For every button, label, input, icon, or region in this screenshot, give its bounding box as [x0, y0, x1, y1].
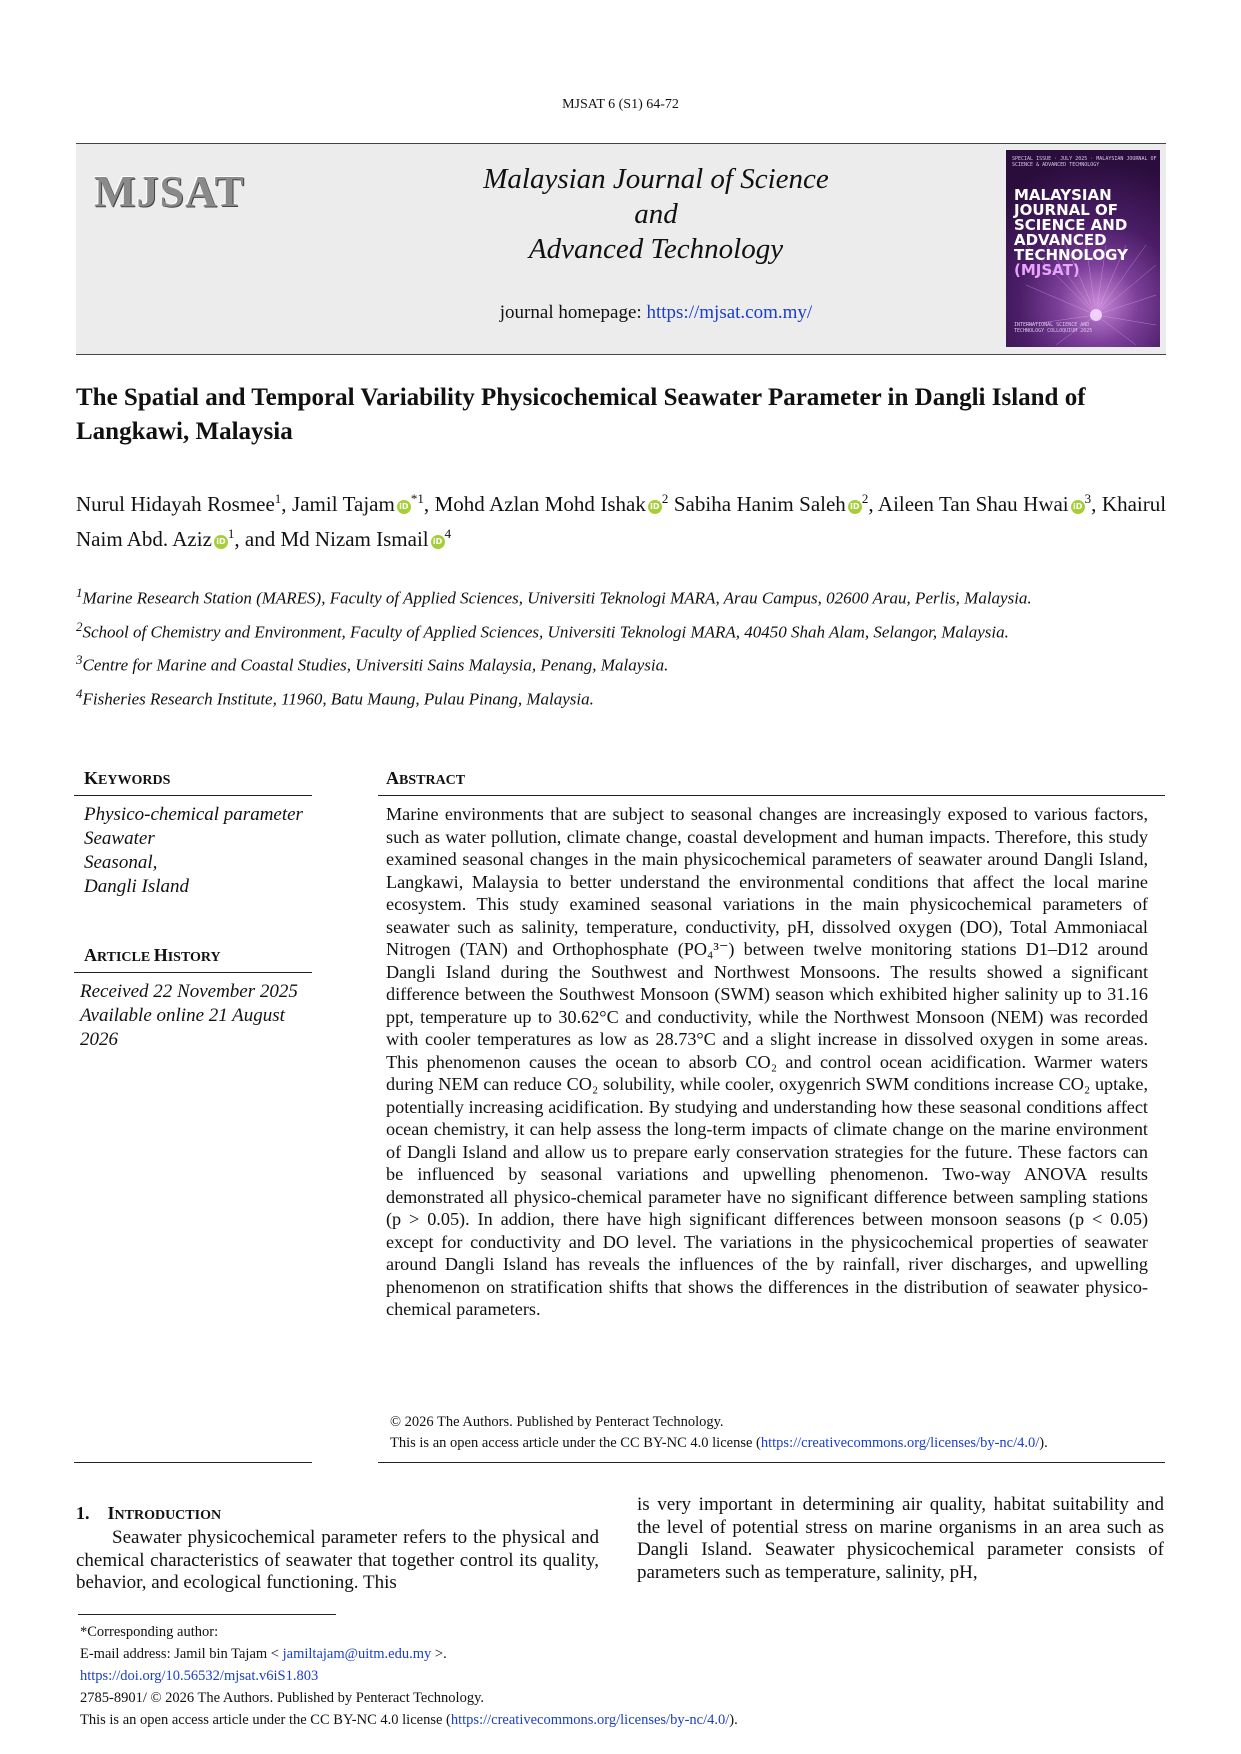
orcid-icon[interactable]: iD [848, 500, 862, 514]
copyright-line: © 2026 The Authors. Published by Penteract Technology. [390, 1414, 724, 1430]
affiliation-text: Marine Research Station (MARES), Faculty of Applied Sciences, Universiti Teknologi MARA, Arau Campus, 02600 Arau, Perlis, Malaysia. [82, 588, 1032, 608]
author-affiliation-marker: 4 [444, 526, 452, 541]
journal-name-line-1: Malaysian Journal of Science [483, 163, 829, 195]
email-suffix: >. [431, 1646, 447, 1662]
section-number: 1. [76, 1503, 90, 1523]
heading-initial: A [84, 945, 97, 965]
keyword-item: Seawater [84, 828, 155, 849]
heading-rest: ISTORY [167, 950, 221, 965]
email-line [80, 1643, 738, 1665]
cover-title-line: TECHNOLOGY [1014, 246, 1128, 264]
email-prefix: E-mail address: Jamil bin Tajam < [80, 1646, 283, 1662]
license-suffix: ). [1039, 1435, 1048, 1451]
author-name: Aileen Tan Shau Hwai [877, 492, 1069, 516]
affiliation-marker: 3 [76, 652, 83, 668]
available-date: Available online 21 August 2026 [80, 1005, 285, 1050]
affiliation-marker: 4 [76, 685, 83, 701]
affiliation-list [76, 580, 1166, 715]
abstract-heading [386, 768, 465, 789]
license-prefix: This is an open access article under the CC BY-NC 4.0 license ( [390, 1435, 761, 1451]
article-title: The Spatial and Temporal Variability Physicochemical Seawater Parameter in Dangli Island of Langkawi, Malaysia [76, 384, 1086, 445]
article-history-heading [84, 945, 221, 966]
orcid-icon[interactable]: iD [1071, 500, 1085, 514]
author-name: Mohd Azlan Mohd Ishak [434, 492, 646, 516]
email-link[interactable]: jamiltajam@uitm.edu.my [282, 1646, 432, 1662]
heading-initial: K [84, 768, 99, 788]
heading-rest: EYWORDS [98, 773, 171, 788]
affiliation-marker: 2 [76, 618, 83, 634]
running-header: MJSAT 6 (S1) 64-72 [562, 97, 679, 112]
journal-logo: MJSAT [94, 167, 245, 216]
author-affiliation-marker: 2 [661, 491, 669, 506]
homepage-label: journal homepage: [499, 302, 647, 323]
author-affiliation-marker: 2 [861, 491, 869, 506]
heading-rest: NTRODUCTION [114, 1508, 222, 1523]
abstract-license [390, 1412, 1165, 1454]
cover-abbreviation: (MJSAT) [1014, 261, 1080, 279]
introduction-heading [76, 1503, 221, 1524]
affiliation-item [76, 614, 1166, 645]
author-list [76, 484, 1166, 554]
keyword-item: Physico-chemical parameter [84, 804, 303, 825]
cover-title-line: SCIENCE AND [1014, 216, 1128, 234]
author-affiliation-marker: 3 [1084, 491, 1092, 506]
issn-line: 2785-8901/ © 2026 The Authors. Published by Penteract Technology. [80, 1690, 485, 1706]
author-separator: , [1091, 492, 1102, 516]
cover-footer-line: TECHNOLOGY COLLOQUIUM 2025 [1014, 328, 1093, 334]
keyword-item: Seasonal, [84, 852, 158, 873]
heading-initial: H [153, 945, 168, 965]
footnote-license-link[interactable]: https://creativecommons.org/licenses/by-nc/4.0/ [450, 1712, 730, 1728]
received-date: Received 22 November 2025 [80, 981, 298, 1002]
keywords-list [84, 803, 303, 899]
author-affiliation-marker: 1 [274, 491, 282, 506]
affiliation-marker: 1 [76, 585, 83, 600]
abstract-bottom-divider [378, 1462, 1165, 1463]
author-separator: , and [234, 527, 281, 551]
author-name: Md Nizam Ismail [280, 527, 429, 551]
affiliation-item [76, 681, 1166, 712]
journal-name-line-3: Advanced Technology [528, 233, 784, 265]
heading-rest: RTICLE [97, 950, 154, 965]
author-name: Jamil Tajam [292, 492, 395, 516]
heading-initial: I [107, 1503, 115, 1523]
heading-initial: A [386, 768, 399, 788]
license-suffix: ). [729, 1712, 738, 1728]
keyword-item: Dangli Island [84, 876, 190, 897]
sidebar-bottom-divider [74, 1462, 312, 1463]
orcid-icon[interactable]: iD [648, 500, 662, 514]
affiliation-text: School of Chemistry and Environment, Faculty of Applied Sciences, Universiti Teknologi MARA, 40450 Shah Alam, Selangor, Malaysia. [82, 622, 1009, 642]
author-name: Sabiha Hanim Saleh [673, 492, 846, 516]
license-line [390, 1433, 1165, 1454]
cover-title-line: MALAYSIAN [1014, 186, 1112, 204]
cover-footer-line: INTERNATIONAL SCIENCE AND [1014, 322, 1090, 328]
journal-homepage [406, 302, 906, 324]
introduction-right-column: is very important in determining air quality, habitat suitability and the level of potential stress on marine organisms in an area such as Dangli Island. Seawater physicochemical parameter consists of parameters such as temperature, salinity, pH, [637, 1494, 1164, 1583]
heading-rest: BSTRACT [399, 773, 466, 788]
abstract-divider [378, 795, 1165, 796]
affiliation-item [76, 647, 1166, 678]
cover-footer-text [1014, 322, 1092, 334]
author-separator: , [281, 492, 293, 516]
abstract-text: Marine environments that are subject to seasonal changes are increasingly exposed to various factors, such as water pollution, climate change, coastal development and human impacts. Therefore, this study examined seasonal changes in the main physicochemical parameters of seawater around Dangli Island, Langkawi, Malaysia to better understand the environmental conditions that affect the local marine ecosystem. This study examined seasonal variations in the main physicochemical parameters of seawater such as salinity, temperature, conductivity, pH, dissolved oxygen (DO), Total Ammoniacal Nitrogen (TAN) and Orthophosphate (PO₄³⁻) between twelve monitoring stations D1–D12 around Dangli Island during the Southwest and Northwest Monsoons. The results showed a significant difference between the Southwest Monsoon (SWM) season which exhibited higher salinity up to 31.16 ppt, temperature up to 30.62°C and conductivity, while the Northwest Monsoon (NEM) was recorded with cooler temperatures as low as 28.73°C and a slight increase in dissolved oxygen in some areas. This phenomenon causes the ocean to absorb CO₂ and control ocean acidification. Warmer waters during NEM can reduce CO₂ solubility, while cooler, oxygenrich SWM conditions increase CO₂ uptake, potentially increasing acidification. By studying and understanding how these seasonal conditions affect ocean chemistry, it can help assess the long-term impacts of climate change on the marine environment of Dangli Island and allow us to prepare early conservation strategies for the future. These factors can be influenced by seasonal variations and upwelling phenomenon. Two-way ANOVA results demonstrated all physico-chemical parameter have no significant difference between sampling stations (p > 0.05). In addion, there have high significant differences between monsoon seasons (p < 0.05) except for conductivity and DO level. The variations in the physicochemical properties of seawater around Dangli Island has reveals the influences of the by rainfall, river discharges, and upwelling phenomenon on stratification shifts that shows the differences in the distribution of seawater physico-chemical parameters. [386, 804, 1148, 1319]
orcid-icon[interactable]: iD [397, 500, 411, 514]
journal-cover-image [1006, 150, 1160, 347]
orcid-icon[interactable]: iD [214, 535, 228, 549]
orcid-icon[interactable]: iD [431, 535, 445, 549]
cover-top-text: SPECIAL ISSUE · JULY 2025 · MALAYSIAN JOURNAL OF SCIENCE & ADVANCED TECHNOLOGY [1012, 156, 1157, 168]
cover-title [1014, 188, 1156, 278]
affiliation-text: Centre for Marine and Coastal Studies, Universiti Sains Malaysia, Penang, Malaysia. [82, 655, 669, 675]
affiliation-text: Fisheries Research Institute, 11960, Batu Maung, Pulau Pinang, Malaysia. [82, 689, 594, 709]
author-affiliation-marker: 1 [227, 526, 235, 541]
corresponding-author-label: *Corresponding author: [80, 1624, 219, 1640]
author-name: Nurul Hidayah Rosmee [76, 492, 275, 516]
doi-link[interactable]: https://doi.org/10.56532/mjsat.v6iS1.803 [80, 1668, 319, 1684]
author-affiliation-marker: *1 [410, 491, 424, 506]
homepage-link[interactable]: https://mjsat.com.my/ [646, 302, 813, 323]
journal-name-line-2: and [634, 198, 678, 230]
footnote-license-line [80, 1709, 738, 1731]
author-separator: , [868, 492, 878, 516]
footnote [80, 1621, 738, 1731]
article-history-divider [74, 972, 312, 973]
introduction-left-column: Seawater physicochemical parameter refers to the physical and chemical characteristics of seawater that together control its quality, behavior, and ecological functioning. This [76, 1527, 599, 1593]
cover-title-line: JOURNAL OF [1014, 201, 1119, 219]
footnote-divider [78, 1614, 336, 1615]
journal-name [416, 162, 896, 267]
license-link[interactable]: https://creativecommons.org/licenses/by-nc/4.0/ [760, 1435, 1040, 1451]
affiliation-item [76, 580, 1166, 611]
author-name: Khairul Naim Abd. Aziz [76, 492, 1167, 551]
license-prefix: This is an open access article under the CC BY-NC 4.0 license ( [80, 1712, 451, 1728]
keywords-heading [84, 768, 170, 789]
journal-banner [76, 143, 1166, 355]
article-history-list [80, 980, 320, 1052]
author-separator: , [423, 492, 435, 516]
keywords-divider [74, 795, 312, 796]
cover-title-line: ADVANCED [1014, 231, 1107, 249]
